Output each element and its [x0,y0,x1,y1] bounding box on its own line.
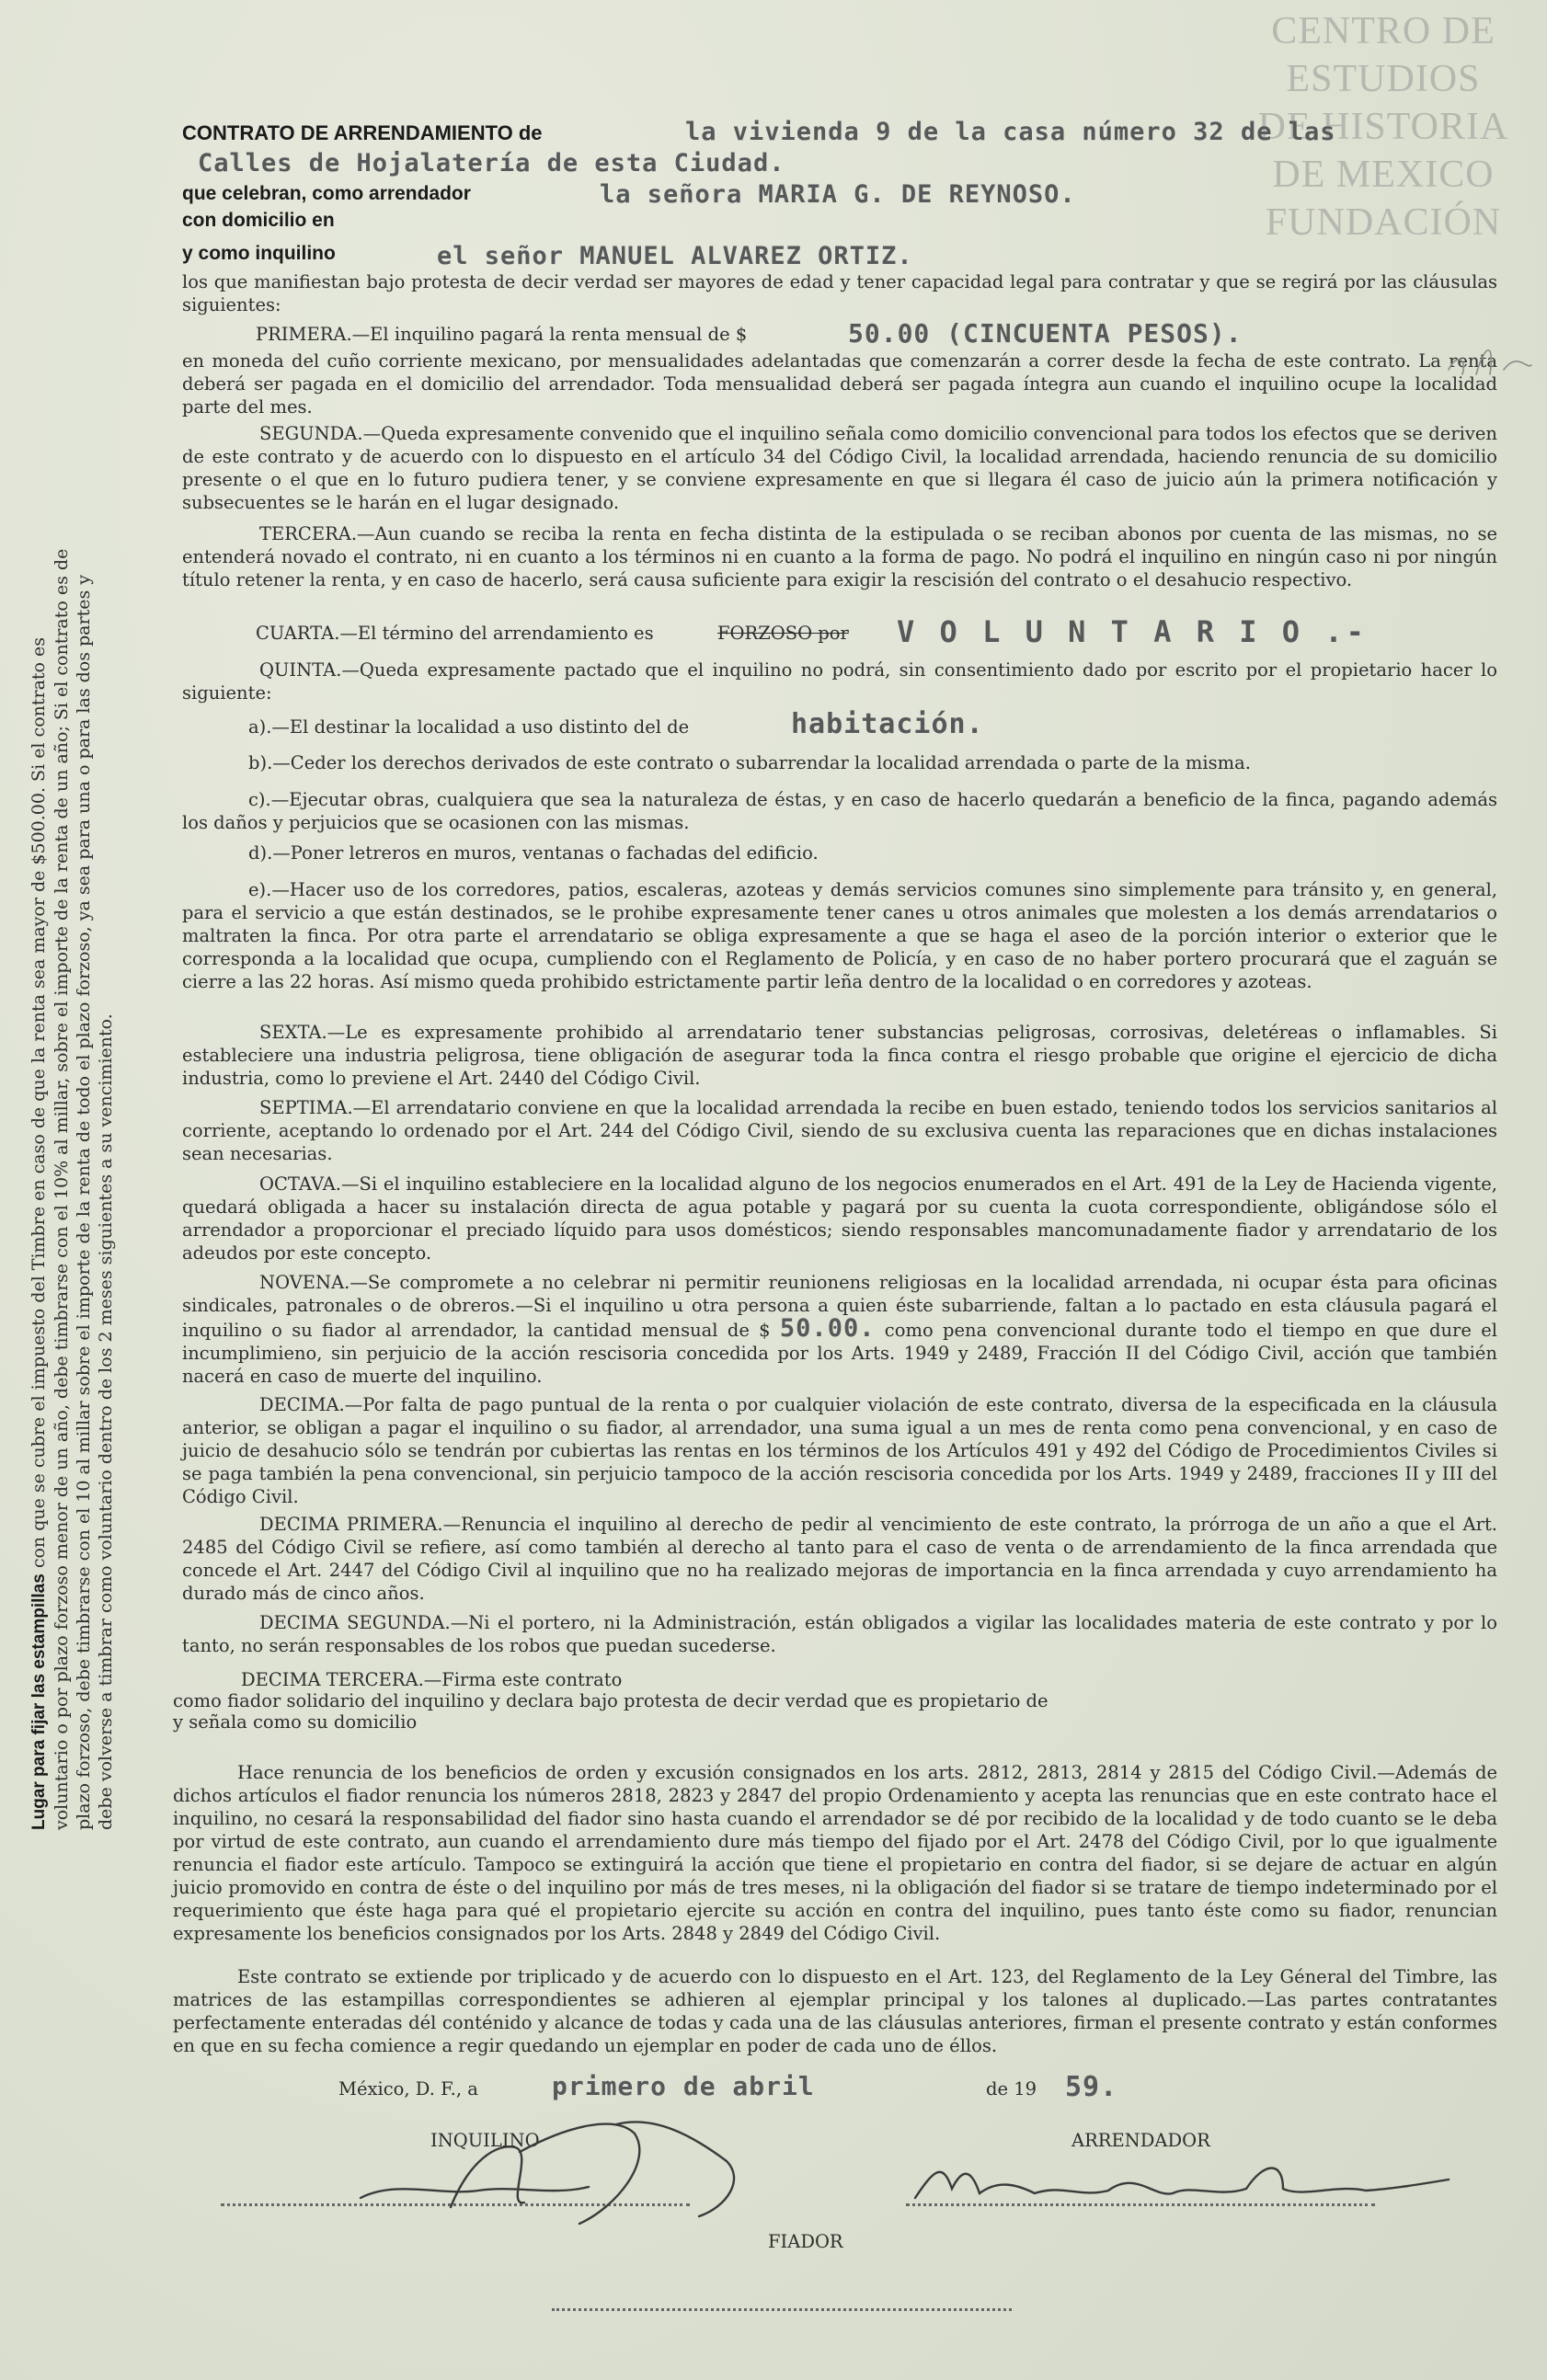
arrendador-label: que celebran, como arrendador [182,183,471,204]
inquilino-label: y como inquilino [182,243,336,264]
quinta-c: c).—Ejecutar obras, cualquiera que sea la naturaleza de éstas, y en caso de hacerlo quedarán a beneficio de la finca, pagando además los daños y perjuicios que se ocasionen con las mismas. [182,789,1497,833]
decima-paragraph: DECIMA.—Por falta de pago puntual de la renta o por cualquier violación de este contrato, diversa de la especificada en la cláusula anterior, se obligan a pagar el inquilino o su fiador, al arrendador, una suma igual a un mes de renta como pena convencional, y en caso de juicio de desahucio sólo se tendrán por cubiertas las rentas en los términos de los Artículos 491 y 492 del Código de Procedimientos Civiles si se paga también la pena convencional, sin perjuicio tampoco de la acción rescisoria concedida por los Arts. 1949 y 2489, fracciones II y III del Código Civil. [182,1394,1497,1507]
margin-initials [1439,333,1541,388]
arrendador-signature [897,2143,1467,2226]
inquilino-signature [340,2106,773,2244]
primera-paragraph: en moneda del cuño corriente mexicano, por mensualidades adelantadas que comenzarán a correr desde la fecha de este contrato. La renta deberá ser pagada en el domicilio del arrendador. Toda mensualidad deberá ser pagada íntegra aun cuando el inquilino ocupe la localidad parte del mes. [182,350,1497,418]
intro-paragraph: los que manifiestan bajo protesta de decir verdad ser mayores de edad y tener capacidad legal para contratar y que se regirá por las cláusulas siguientes: [182,271,1497,315]
novena-paragraph [182,1271,1497,1388]
contract-title: CONTRATO DE ARRENDAMIENTO de [182,121,543,144]
quinta-e: e).—Hacer uso de los corredores, patios, escaleras, azoteas y demás servicios comunes sino simplemente para tránsito y, en general, para el servicio a que están destinados, se le prohibe expresamente tener canes u otros animales que molesten a los demás arrendatarios o maltraten la finca. Por otra parte el arrendatario se obliga expresamente a que se haga el aseo de la porción interior o exterior que le corresponda a la localidad que ocupa, cumpliendo con el Reglamento de Policía, y en caso de no haber portero procurará que el zaguán se cierre a las 22 horas. Así mismo queda prohibido estrictamente partir leña dentro de la localidad o en corredores y azoteas. [182,879,1497,992]
watermark-line: ESTUDIOS [1286,58,1481,100]
quinta-b: b).—Ceder los derechos derivados de este contrato o subarrendar la localidad arrendada o parte de la misma. [248,752,1251,773]
property-line-1: la vivienda 9 de la casa número 32 de las [685,118,1336,146]
quinta-a-lead: a).—El destinar la localidad a uso distinto del de [248,716,690,738]
watermark-line: DE MEXICO [1272,154,1495,196]
tercera-paragraph: TERCERA.—Aun cuando se reciba la renta en fecha distinta de la estipulada o se reciban abonos por cuenta de las mismas, no se entenderá novado el contrato, ni en cuanto a los términos ni en cuanto a la forma de pago. No podrá el inquilino en ningún caso ni por ningún título retener la renta, y en caso de hacerlo, será causa suficiente para exigir la rescisión del contrato o el desahucio respectivo. [182,523,1497,590]
septima-paragraph: SEPTIMA.—El arrendatario conviene en que la localidad arrendada la recibe en buen estado, teniendo todos los servicios sanitarios al corriente, aceptando lo ordenado por el Art. 244 del Código Civil, siendo de su exclusiva cuenta las reparaciones que en dichas instalaciones sean necesarias. [182,1097,1497,1164]
triplicado-paragraph: Este contrato se extiende por triplicado y de acuerdo con lo dispuesto en el Art. 123, del Reglamento de la Ley Géneral del Timbre, las matrices de las estampillas correspondientes se adhieren al ejemplar principal y los talones al duplicado.—Las partes contratantes perfectamente enteradas dél conténido y alcance de todas y cada una de las cláusulas anteriores, firman el presente contrato y están conformes en que en su fecha comience a regir quedando un ejemplar en poder de cada uno de éllos. [173,1966,1497,2056]
decima-primera-paragraph: DECIMA PRIMERA.—Renuncia el inquilino al derecho de pedir al vencimiento de este contrato, la prórroga de un año a que el Art. 2485 del Código Civil se refiere, así como también al derecho al tanto para el caso de venta o de arrendamiento de la finca arrendada que concede el Art. 2447 del Código Civil al inquilino que no ha realizado mejoras de importancia en la finca arrendada y cuyo arrendamiento ha durado más de cinco años. [182,1514,1497,1604]
domicilio-label: con domicilio en [182,210,335,231]
watermark-line: FUNDACIÓN [1265,201,1502,244]
watermark-line: CENTRO DE [1271,10,1495,52]
stamp-instructions-sidebar [28,543,166,1830]
quinta-paragraph: QUINTA.—Queda expresamente pactado que el inquilino no podrá, sin consentimiento dado por escrito por el propietario hacer lo siguiente: [182,659,1497,704]
novena-text-1: NOVENA.—Se compromete a no celebrar ni permitir reunionens religiosas en la localidad arrendada, ni ocupar ésta para oficinas sindicales, patronales o de obreros.—Si el inquilino u otra persona a quien éste subarriende, faltan a lo pactado en esta cláusula pagará el inquilino o su fiador al arrendador, la cantidad mensual de $ [182,1272,1497,1341]
penalty-amount: 50.00. [779,1314,876,1343]
renuncia-paragraph: Hace renuncia de los beneficios de orden y excusión consignados en los arts. 2812, 2813, 2814 y 2815 del Código Civil.—Además de dichos artículos el fiador renuncia los números 2818, 2823 y 2847 del propio Ordenamiento y acepta las renuncias que en este contrato hace el inquilino, no cesará la responsabilidad del fiador sino hasta cuando el arrendador se dé por recibido de la localidad y de todo cuanto se le deba por virtud de este contrato, aun cuando el arrendamiento dure más tiempo del fijado por el Art. 2478 del Código Civil, por lo que igualmente renuncia el fiador este artículo. Tampoco se extinguirá la acción que tiene el propietario en contra del fiador, si se dejare de actuar en algún juicio promovido en contra de éste o del inquilino por más de tres meses, ni la obligación del fiador si se tratare de tiempo indeterminado por el requerimiento que éste haga para qué el propietario ejercite su acción en contra del inquilino, pues tanto éste como su fiador, renuncian expresamente los beneficios consignados por los Arts. 2848 y 2849 del Código Civil. [173,1762,1497,1944]
octava-paragraph: OCTAVA.—Si el inquilino estableciere en la localidad alguno de los negocios enumerados en el Art. 491 de la Ley de Hacienda vigente, quedará obligada a hacer su instalación directa de agua potable y pagará por su cuenta la cuota correspondiente, obligándose sólo el arrendador a proporcionar el preciado líquido para usos domésticos; siendo responsables mancomunadamente fiador y arrendatario de los adeudos por este concepto. [182,1173,1497,1264]
decima-segunda-paragraph: DECIMA SEGUNDA.—Ni el portero, ni la Administración, están obligados a vigilar las localidades materia de este contrato y por lo tanto, no serán responsables de los robos que puedan sucederse. [182,1612,1497,1656]
segunda-paragraph: SEGUNDA.—Queda expresamente convenido que el inquilino señala como domicilio convencional para todos los efectos que se deriven de este contrato y de acuerdo con lo dispuesto en el artículo 34 del Código Civil, la localidad arrendada, haciendo renuncia de su domicilio presente o el que en lo futuro pudiera tener, y se conviene expresamente en que si llegara él caso de juicio aún la primera notificación y subsecuentes se le harán en el lugar designado. [182,423,1497,513]
cuarta-lead: CUARTA.—El término del arrendamiento es [256,623,654,644]
use-value: habitación. [791,708,984,740]
arrendador-value: la señora MARIA G. DE REYNOSO. [600,180,1076,209]
quinta-d: d).—Poner letreros en muros, ventanas o fachadas del edificio. [248,842,819,864]
year-value: 59. [1065,2071,1118,2103]
fiador-signature-label: FIADOR [768,2231,843,2252]
date-value: primero de abril [552,2071,815,2101]
primera-lead: PRIMERA.—El inquilino pagará la renta mensual de $ [256,324,748,345]
date-place: México, D. F., a [338,2078,478,2100]
decima-tercera-lead: DECIMA TERCERA.—Firma este contrato [241,1669,623,1690]
arrendador-signature-label: ARRENDADOR [1071,2130,1210,2151]
inquilino-value: el señor MANUEL ALVAREZ ORTIZ. [437,242,913,270]
sexta-paragraph: SEXTA.—Le es expresamente prohibido al arrendatario tener substancias peligrosas, corrosivas, deletéreas o inflamables. Si estableciere una industria peligrosa, tiene obligación de asegurar toda la finca contra el riesgo probable que origine el ejercicio de dicha industria, como lo previene el Art. 2440 del Código Civil. [182,1022,1497,1089]
decima-tercera-fiador: como fiador solidario del inquilino y declara bajo protesta de decir verdad que es propietario de [173,1690,1049,1711]
cuarta-struck-text: FORZOSO por [717,623,849,644]
inquilino-signature-label: INQUILINO [430,2130,540,2151]
sidebar-text: con que se cubre el impuesto del Timbre en caso de que la renta sea mayor de $500.00. Si el contrato es voluntario o por plazo forzoso menor de un año, debe timbrarse con el 10% al millar, sobre el importe de la renta de un año; Si el contrato es de plazo forzoso, debe timbrarse con el 10 al millar sobre el importe de la renta de todo el plazo forzoso, ya sea para una o para las dos partes y debe volverse a timbrar como voluntario dentro de los 2 meses siguientes a su vencimiento. [29,548,116,1830]
sidebar-title: Lugar para fijar las estampillas [29,1573,49,1830]
property-line-2: Calles de Hojalatería de esta Ciudad. [198,149,785,177]
fiador-signature-line [552,2308,1012,2311]
year-label: de 19 [986,2078,1037,2100]
decima-tercera-domicilio: y señala como su domicilio [173,1711,418,1733]
term-value: V O L U N T A R I O .- [897,614,1368,649]
watermark-line: DE HISTORIA [1257,106,1509,148]
rent-amount: 50.00 (CINCUENTA PESOS). [848,318,1243,349]
novena-text-2: como pena convencional durante todo el tiempo en que dure el incumplimieno, sin perjuicio de la acción rescisoria concedida por los Arts. 1949 y 2489, Fracción II del Código Civil, acción que también nacerá en caso de muerte del inquilino. [182,1320,1497,1387]
